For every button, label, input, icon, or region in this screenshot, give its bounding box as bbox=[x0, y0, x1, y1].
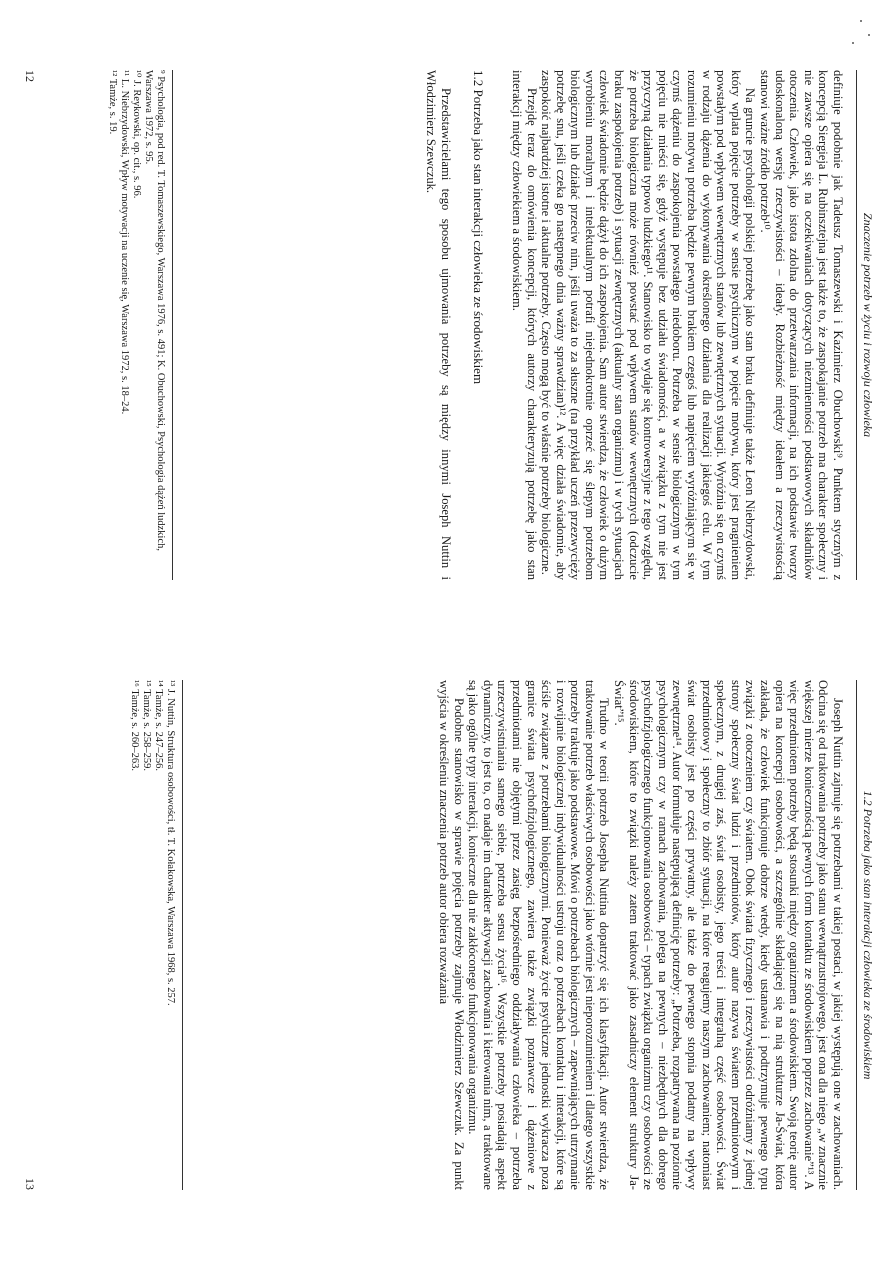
footnote: ¹² Tamże, s. 19. bbox=[107, 70, 118, 135]
footnote: ¹³ J. Nuttin, Struktura osobowości, tł. T. Kołakowska, Warszawa 1968, s. 257. bbox=[165, 680, 176, 1006]
page-body bbox=[424, 70, 845, 580]
footnotes bbox=[128, 680, 183, 1190]
footnote: ¹⁴ Tamże, s. 247–256. bbox=[153, 680, 164, 772]
paragraph: Joseph Nuttin zajmuje się potrzebami w takiej postaci, w jakiej występują one w zachowaniach. Odcina się od traktowania potrzeby jako stanu wewnątrzustrojowego, jest ona dla niego „w znacznie większej mierze koniecznością pewnych form kontaktu ze środowiskiem poprzez zachowanie”¹³. A więc przedmiotem potrzeby będą stosunki między organizmem a środowiskiem. Swoją teorię autor opiera na koncepcji osobowości, a szczególnie składającej się na nią strukturze Ja-Świat, która zakłada, że człowiek funkcjonuje dobrze wtedy, kiedy ustanawia i podtrzymuje pewnego typu związki z otoczeniem czy światem. Obok świata fizycznego i rzeczywistości odróżniamy z jednej strony społeczny świat ludzi i przedmiotów, który autor nazywa światem przedmiotowym i społecznym, z drugiej zaś, świat osobisty, jego treści i integralną część osobowości. Świat przedmiotowy i społeczny to zbiór sytuacji, na które reagujemy naszym zachowaniem; natomiast świat osobisty jest po części prywatny, ale także do pewnego stopnia podatny na wpływy zewnętrzne¹⁴. Autor formułuje następującą definicję potrzeby: „Potrzeba, rozpatrywana na poziomie psychologicznym czy w ramach zachowania, polega na pewnych – niezbędnych dla dobrego psychofizjologicznego funkcjonowania osobowości – typach związku organizmu czy osobowości ze środowiskiem, które to związki należy zatem traktować jako zasadniczy element struktury Ja-Świat”¹⁵. bbox=[612, 680, 845, 1190]
footnote: ¹⁶ Tamże, s. 260–263. bbox=[129, 680, 140, 772]
footnotes bbox=[106, 70, 173, 580]
left-page bbox=[0, 40, 893, 600]
paragraph: Podobne stanowisko w sprawie pojęcia potrzeby zajmuje Włodzimierz Szewczuk. Za punkt wyjścia w określeniu znaczenia potrzeb autor obiera rozważania bbox=[436, 680, 466, 1190]
paragraph: Trudno w teorii potrzeb Josepha Nuttina dopatrzyć się ich klasyfikacji. Autor stwierdza, że traktowanie potrzeb właściwych osobowości jako wtórnie jest nieporozumieniem i dlatego wszystkie potrzeby traktuje jako podstawowe. Mówi o potrzebach biologicznych – zapewniających utrzymanie i rozwijanie biologicznej indywidualności ustroju oraz o potrzebach kontaktu i interakcji, które są ściśle związane z potrzebami biologicznymi. Ponieważ życie psychiczne jednostki wykracza poza granice świata psychofizjologicznego, zawiera także związki poznawcze i dążeniowe z przedmiotami nie objętymi przez zasięg bezpośredniego oddziaływania człowieka – potrzeba urzeczywistniania samego siebie, potrzeba sensu życia¹⁶. Wszystkie potrzeby posiadają aspekt dynamiczny, to jest to, co nadaje im charakter aktywacji zachowania i kierowania nim, a traktowane są jako ogólne typy interakcji, konieczne dla nie zakłóconego funkcjonowania organizmu. bbox=[466, 680, 612, 1190]
scan-speck bbox=[868, 34, 870, 36]
gutter bbox=[0, 615, 893, 635]
paragraph: definiuje podobnie jak Tadeusz Tomaszewski i Kazimierz Obuchowski⁹. Punktem styczným z koncepcją Siergieja L. Rubinsztejna jest także to, że zaspokajanie potrzeb ma charakter społeczny i nie zawsze opiera się na oczekiwaniach dotyczących niezmienności podstawowych składników otoczenia. Człowiek, jako istota zdolna do przetwarzania informacji, na ich podstawie tworzy udoskonaloną wersję rzeczywistości – ideały. Rozbieżność między ideałem a rzeczywistością stanowi ważne źródło potrzeb¹⁰. bbox=[758, 70, 845, 580]
page-body bbox=[436, 680, 845, 1190]
scan-speck bbox=[852, 42, 854, 44]
paragraph: Przejdę teraz do omówienia koncepcji, których autorzy charakteryzują potrzebę jako stan interakcji między człowiekiem a środowiskiem. bbox=[509, 70, 539, 580]
section-heading: 1.2 Potrzeba jako stan interakcji człowieka ze środowiskiem bbox=[471, 70, 487, 385]
right-page bbox=[0, 650, 893, 1210]
scan-speck bbox=[860, 20, 862, 22]
paragraph: Na gruncie psychologii polskiej potrzebę jako stan braku definiuje także Leon Niebrzydowski, który wplata pojęcie potrzeby w sensie psychicznym w pojęcie motywu, który jest pragnieniem powstałym pod wpływem wewnętrznych stanów lub zewnętrznych sytuacji. Wyróżnia się on czymś w rodzaju dążenia do wykonywania określonego działania dla realizacji jakiegoś celu. W tym rozumieniu motywu potrzeba będzie pewnym brakiem czegoś lub napięciem wyróżniającym się w czymś dążeniu do zaspokojenia powstałego niedoboru. Potrzeba w sensie biologicznym w tym pojęciu nie mieści się, gdyż występuje bez udziału świadomości, a w związku z tym nie jest przyczyną działania typowo ludzkiego¹¹. Stanowisko to wydaje się kontrowersyjne z tego względu, że potrzeba biologiczna może również powstać pod wpływem stanów wewnętrznych (odczucie braku zaspokojenia potrzeb) i sytuacji zewnętrznych (aktualny stan organizmu) i w tych sytuacjach człowiek świadomie będzie dążył do ich zaspokojenia. Sam autor stwierdza, że człowiek o dużym wyrobieniu moralnym i intelektualnym potrafi niejednokrotnie oprzeć się ślepym potrzebom biologicznym lub działać przeciw nim, jeśli uważa to za słuszne (na przykład uczeń przezwycięży potrzebę snu, jeśli czeka go następnego dnia ważny sprawdzian)¹². A więc działa świadomie, aby zaspokoić najbardziej istotne i aktualne potrzeby. Często mogą być to właśnie potrzeby biologiczne. bbox=[539, 70, 758, 580]
paragraph: Przedstawicielami tego sposobu ujmowania potrzeby są między innymi Joseph Nuttin i Włodzimierz Szewczuk. bbox=[424, 70, 453, 580]
footnote: ¹⁰ J. Reykowski, op. cit., s. 96. bbox=[131, 70, 142, 199]
footnote: ¹⁵ Tamże, s. 258–259. bbox=[141, 680, 152, 772]
footnote: ¹¹ L. Niebrzydowski, Wpływ motywacji na uczenie się, Warszawa 1972, s. 18–24. bbox=[119, 70, 130, 415]
running-head: 1.2 Potrzeba jako stan interakcji człowieka ze środowiskiem bbox=[856, 680, 875, 1190]
page-number: 12 bbox=[23, 70, 37, 82]
running-head: Znaczenie potrzeb w życiu i rozwoju człowieka bbox=[856, 70, 875, 580]
footnote: ⁹ Psychologia, pod red. T. Tomaszewskiego, Warszawa 1976, s. 491; K. Obuchowski, Psychologia dążeń ludzkich, Warszawa 1972, s. 95. bbox=[143, 70, 166, 552]
page-number: 13 bbox=[23, 1178, 37, 1190]
